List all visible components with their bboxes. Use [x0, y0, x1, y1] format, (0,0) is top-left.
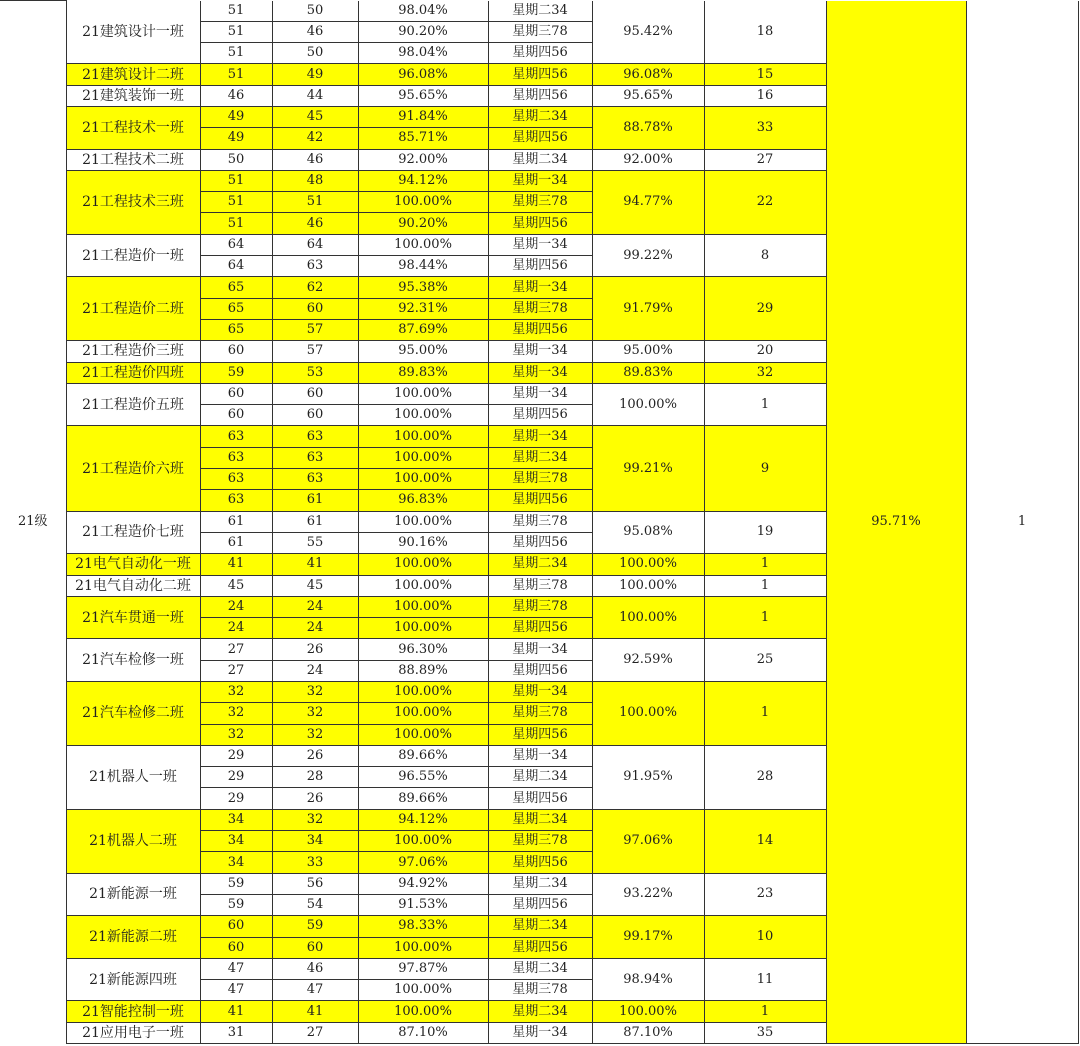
attendance-rate-cell[interactable]: 100.00% — [358, 596, 488, 617]
class-period-cell[interactable]: 星期二34 — [488, 554, 592, 575]
attendance-rate-cell[interactable]: 100.00% — [358, 192, 488, 213]
attendance-rate-cell[interactable]: 91.53% — [358, 894, 488, 915]
total-students-cell[interactable]: 63 — [200, 490, 272, 511]
class-rank-cell[interactable]: 8 — [704, 234, 826, 277]
grade-cell[interactable]: 21级 — [0, 1, 66, 1044]
total-students-cell[interactable]: 24 — [200, 618, 272, 639]
class-name-cell[interactable]: 21新能源一班 — [66, 873, 200, 916]
class-name-cell[interactable]: 21应用电子一班 — [66, 1022, 200, 1043]
class-name-cell[interactable]: 21工程技术三班 — [66, 170, 200, 234]
class-rank-cell[interactable]: 33 — [704, 106, 826, 149]
grade-rank-cell[interactable]: 1 — [966, 1, 1078, 1044]
total-students-cell[interactable]: 63 — [200, 447, 272, 468]
class-rank-cell[interactable]: 1 — [704, 554, 826, 575]
total-students-cell[interactable]: 32 — [200, 724, 272, 745]
table-row — [0, 1, 1078, 22]
class-period-cell[interactable]: 星期四56 — [488, 852, 592, 873]
class-rank-cell[interactable]: 28 — [704, 745, 826, 809]
class-period-cell[interactable]: 星期四56 — [488, 490, 592, 511]
attended-students-cell[interactable]: 60 — [272, 405, 358, 426]
class-average-rate-cell[interactable]: 91.79% — [592, 277, 704, 341]
total-students-cell[interactable]: 63 — [200, 469, 272, 490]
attendance-rate-cell[interactable]: 98.44% — [358, 256, 488, 277]
class-name-cell[interactable]: 21汽车贯通一班 — [66, 596, 200, 639]
attended-students-cell[interactable]: 42 — [272, 128, 358, 149]
class-average-rate-cell[interactable]: 99.21% — [592, 426, 704, 511]
attendance-rate-cell[interactable]: 100.00% — [358, 682, 488, 703]
attendance-rate-cell[interactable]: 98.04% — [358, 1, 488, 22]
class-rank-cell[interactable]: 1 — [704, 682, 826, 746]
class-rank-cell[interactable]: 15 — [704, 64, 826, 85]
attendance-rate-cell[interactable]: 97.06% — [358, 852, 488, 873]
class-period-cell[interactable]: 星期三78 — [488, 511, 592, 532]
total-students-cell[interactable]: 32 — [200, 682, 272, 703]
class-name-cell[interactable]: 21工程造价六班 — [66, 426, 200, 511]
attended-students-cell[interactable]: 44 — [272, 85, 358, 106]
attendance-rate-cell[interactable]: 100.00% — [358, 447, 488, 468]
class-rank-cell[interactable]: 1 — [704, 1001, 826, 1022]
class-name-cell[interactable]: 21工程造价一班 — [66, 234, 200, 277]
class-average-rate-cell[interactable]: 100.00% — [592, 596, 704, 639]
class-period-cell[interactable]: 星期四56 — [488, 405, 592, 426]
attendance-rate-cell[interactable]: 87.69% — [358, 319, 488, 340]
total-students-cell[interactable]: 63 — [200, 426, 272, 447]
class-name-cell[interactable]: 21建筑设计二班 — [66, 64, 200, 85]
attended-students-cell[interactable]: 26 — [272, 788, 358, 809]
total-students-cell[interactable]: 65 — [200, 298, 272, 319]
attendance-rate-cell[interactable]: 100.00% — [358, 383, 488, 404]
total-students-cell[interactable]: 41 — [200, 554, 272, 575]
class-period-cell[interactable]: 星期三78 — [488, 831, 592, 852]
attendance-rate-cell[interactable]: 100.00% — [358, 511, 488, 532]
attendance-rate-cell[interactable]: 98.33% — [358, 916, 488, 937]
attendance-rate-cell[interactable]: 100.00% — [358, 618, 488, 639]
class-period-cell[interactable]: 星期四56 — [488, 660, 592, 681]
class-average-rate-cell[interactable]: 97.06% — [592, 809, 704, 873]
attendance-rate-cell[interactable]: 100.00% — [358, 980, 488, 1001]
attended-students-cell[interactable]: 41 — [272, 1001, 358, 1022]
attendance-rate-cell[interactable]: 89.66% — [358, 745, 488, 766]
attended-students-cell[interactable]: 53 — [272, 362, 358, 383]
class-period-cell[interactable]: 星期四56 — [488, 64, 592, 85]
total-students-cell[interactable]: 29 — [200, 767, 272, 788]
total-students-cell[interactable]: 34 — [200, 831, 272, 852]
total-students-cell[interactable]: 60 — [200, 937, 272, 958]
attended-students-cell[interactable]: 49 — [272, 64, 358, 85]
attendance-rate-cell[interactable]: 100.00% — [358, 724, 488, 745]
total-students-cell[interactable]: 65 — [200, 277, 272, 298]
class-name-cell[interactable]: 21工程技术一班 — [66, 106, 200, 149]
total-students-cell[interactable]: 61 — [200, 532, 272, 553]
attended-students-cell[interactable]: 61 — [272, 490, 358, 511]
total-students-cell[interactable]: 27 — [200, 639, 272, 660]
class-name-cell[interactable]: 21工程造价三班 — [66, 341, 200, 362]
class-period-cell[interactable]: 星期一34 — [488, 383, 592, 404]
class-period-cell[interactable]: 星期三78 — [488, 192, 592, 213]
attended-students-cell[interactable]: 27 — [272, 1022, 358, 1043]
class-period-cell[interactable]: 星期四56 — [488, 85, 592, 106]
total-students-cell[interactable]: 50 — [200, 149, 272, 170]
class-period-cell[interactable]: 星期三78 — [488, 575, 592, 596]
total-students-cell[interactable]: 34 — [200, 809, 272, 830]
attended-students-cell[interactable]: 28 — [272, 767, 358, 788]
class-average-rate-cell[interactable]: 89.83% — [592, 362, 704, 383]
attendance-rate-cell[interactable]: 96.55% — [358, 767, 488, 788]
total-students-cell[interactable]: 60 — [200, 405, 272, 426]
class-rank-cell[interactable]: 19 — [704, 511, 826, 554]
attended-students-cell[interactable]: 46 — [272, 21, 358, 42]
total-students-cell[interactable]: 59 — [200, 873, 272, 894]
class-rank-cell[interactable]: 11 — [704, 958, 826, 1001]
attendance-rate-cell[interactable]: 95.38% — [358, 277, 488, 298]
class-name-cell[interactable]: 21新能源四班 — [66, 958, 200, 1001]
class-average-rate-cell[interactable]: 95.65% — [592, 85, 704, 106]
attended-students-cell[interactable]: 32 — [272, 682, 358, 703]
class-period-cell[interactable]: 星期四56 — [488, 724, 592, 745]
grade-rate-cell[interactable]: 95.71% — [826, 1, 966, 1044]
attendance-rate-cell[interactable]: 92.00% — [358, 149, 488, 170]
total-students-cell[interactable]: 60 — [200, 916, 272, 937]
class-rank-cell[interactable]: 27 — [704, 149, 826, 170]
class-period-cell[interactable]: 星期二34 — [488, 447, 592, 468]
class-rank-cell[interactable]: 22 — [704, 170, 826, 234]
attended-students-cell[interactable]: 51 — [272, 192, 358, 213]
attended-students-cell[interactable]: 26 — [272, 639, 358, 660]
total-students-cell[interactable]: 24 — [200, 596, 272, 617]
attended-students-cell[interactable]: 48 — [272, 170, 358, 191]
class-average-rate-cell[interactable]: 88.78% — [592, 106, 704, 149]
attendance-rate-cell[interactable]: 100.00% — [358, 405, 488, 426]
class-period-cell[interactable]: 星期一34 — [488, 426, 592, 447]
total-students-cell[interactable]: 51 — [200, 213, 272, 234]
class-period-cell[interactable]: 星期一34 — [488, 277, 592, 298]
class-period-cell[interactable]: 星期三78 — [488, 469, 592, 490]
attended-students-cell[interactable]: 54 — [272, 894, 358, 915]
total-students-cell[interactable]: 32 — [200, 703, 272, 724]
attendance-rate-cell[interactable]: 100.00% — [358, 469, 488, 490]
class-average-rate-cell[interactable]: 99.17% — [592, 916, 704, 959]
class-period-cell[interactable]: 星期四56 — [488, 937, 592, 958]
attended-students-cell[interactable]: 32 — [272, 724, 358, 745]
class-period-cell[interactable]: 星期四56 — [488, 532, 592, 553]
total-students-cell[interactable]: 45 — [200, 575, 272, 596]
class-rank-cell[interactable]: 1 — [704, 383, 826, 426]
total-students-cell[interactable]: 51 — [200, 43, 272, 64]
class-rank-cell[interactable]: 10 — [704, 916, 826, 959]
attendance-rate-cell[interactable]: 91.84% — [358, 106, 488, 127]
class-period-cell[interactable]: 星期四56 — [488, 213, 592, 234]
total-students-cell[interactable]: 59 — [200, 894, 272, 915]
attended-students-cell[interactable]: 62 — [272, 277, 358, 298]
class-average-rate-cell[interactable]: 100.00% — [592, 575, 704, 596]
class-rank-cell[interactable]: 25 — [704, 639, 826, 682]
class-average-rate-cell[interactable]: 100.00% — [592, 383, 704, 426]
class-average-rate-cell[interactable]: 93.22% — [592, 873, 704, 916]
class-period-cell[interactable]: 星期二34 — [488, 1001, 592, 1022]
attendance-rate-cell[interactable]: 100.00% — [358, 1001, 488, 1022]
class-name-cell[interactable]: 21建筑装饰一班 — [66, 85, 200, 106]
attendance-rate-cell[interactable]: 97.87% — [358, 958, 488, 979]
attendance-rate-cell[interactable]: 92.31% — [358, 298, 488, 319]
attended-students-cell[interactable]: 60 — [272, 937, 358, 958]
class-name-cell[interactable]: 21汽车检修二班 — [66, 682, 200, 746]
class-average-rate-cell[interactable]: 96.08% — [592, 64, 704, 85]
attendance-rate-cell[interactable]: 94.12% — [358, 809, 488, 830]
class-name-cell[interactable]: 21汽车检修一班 — [66, 639, 200, 682]
class-average-rate-cell[interactable]: 98.94% — [592, 958, 704, 1001]
class-average-rate-cell[interactable]: 91.95% — [592, 745, 704, 809]
class-rank-cell[interactable]: 29 — [704, 277, 826, 341]
class-average-rate-cell[interactable]: 92.00% — [592, 149, 704, 170]
total-students-cell[interactable]: 47 — [200, 980, 272, 1001]
total-students-cell[interactable]: 59 — [200, 362, 272, 383]
class-period-cell[interactable]: 星期二34 — [488, 1, 592, 22]
class-period-cell[interactable]: 星期一34 — [488, 745, 592, 766]
attendance-rate-cell[interactable]: 100.00% — [358, 937, 488, 958]
class-period-cell[interactable]: 星期一34 — [488, 1022, 592, 1043]
attendance-rate-cell[interactable]: 89.83% — [358, 362, 488, 383]
total-students-cell[interactable]: 64 — [200, 256, 272, 277]
attended-students-cell[interactable]: 63 — [272, 447, 358, 468]
class-average-rate-cell[interactable]: 95.00% — [592, 341, 704, 362]
total-students-cell[interactable]: 27 — [200, 660, 272, 681]
class-period-cell[interactable]: 星期二34 — [488, 149, 592, 170]
class-period-cell[interactable]: 星期一34 — [488, 170, 592, 191]
class-period-cell[interactable]: 星期四56 — [488, 256, 592, 277]
attendance-rate-cell[interactable]: 94.92% — [358, 873, 488, 894]
class-period-cell[interactable]: 星期三78 — [488, 21, 592, 42]
class-period-cell[interactable]: 星期二34 — [488, 958, 592, 979]
total-students-cell[interactable]: 51 — [200, 64, 272, 85]
class-average-rate-cell[interactable]: 100.00% — [592, 554, 704, 575]
class-name-cell[interactable]: 21建筑设计一班 — [66, 1, 200, 64]
class-period-cell[interactable]: 星期一34 — [488, 234, 592, 255]
total-students-cell[interactable]: 61 — [200, 511, 272, 532]
class-rank-cell[interactable]: 16 — [704, 85, 826, 106]
attended-students-cell[interactable]: 55 — [272, 532, 358, 553]
attended-students-cell[interactable]: 34 — [272, 831, 358, 852]
class-period-cell[interactable]: 星期三78 — [488, 980, 592, 1001]
attended-students-cell[interactable]: 57 — [272, 319, 358, 340]
attended-students-cell[interactable]: 26 — [272, 745, 358, 766]
class-rank-cell[interactable]: 18 — [704, 1, 826, 64]
class-name-cell[interactable]: 21工程造价五班 — [66, 383, 200, 426]
attended-students-cell[interactable]: 45 — [272, 106, 358, 127]
class-name-cell[interactable]: 21机器人二班 — [66, 809, 200, 873]
attended-students-cell[interactable]: 46 — [272, 213, 358, 234]
attendance-rate-cell[interactable]: 85.71% — [358, 128, 488, 149]
total-students-cell[interactable]: 31 — [200, 1022, 272, 1043]
class-period-cell[interactable]: 星期三78 — [488, 703, 592, 724]
class-period-cell[interactable]: 星期四56 — [488, 128, 592, 149]
attended-students-cell[interactable]: 24 — [272, 618, 358, 639]
class-rank-cell[interactable]: 1 — [704, 596, 826, 639]
attendance-rate-cell[interactable]: 89.66% — [358, 788, 488, 809]
attendance-rate-cell[interactable]: 96.83% — [358, 490, 488, 511]
attended-students-cell[interactable]: 33 — [272, 852, 358, 873]
class-rank-cell[interactable]: 1 — [704, 575, 826, 596]
class-average-rate-cell[interactable]: 94.77% — [592, 170, 704, 234]
total-students-cell[interactable]: 51 — [200, 170, 272, 191]
attended-students-cell[interactable]: 63 — [272, 256, 358, 277]
class-period-cell[interactable]: 星期四56 — [488, 319, 592, 340]
total-students-cell[interactable]: 51 — [200, 192, 272, 213]
class-period-cell[interactable]: 星期一34 — [488, 682, 592, 703]
class-average-rate-cell[interactable]: 100.00% — [592, 1001, 704, 1022]
attendance-rate-cell[interactable]: 90.16% — [358, 532, 488, 553]
class-average-rate-cell[interactable]: 95.08% — [592, 511, 704, 554]
attendance-rate-cell[interactable]: 100.00% — [358, 426, 488, 447]
total-students-cell[interactable]: 60 — [200, 341, 272, 362]
attended-students-cell[interactable]: 64 — [272, 234, 358, 255]
total-students-cell[interactable]: 29 — [200, 745, 272, 766]
attended-students-cell[interactable]: 47 — [272, 980, 358, 1001]
class-average-rate-cell[interactable]: 99.22% — [592, 234, 704, 277]
attendance-rate-cell[interactable]: 95.65% — [358, 85, 488, 106]
class-period-cell[interactable]: 星期二34 — [488, 809, 592, 830]
class-period-cell[interactable]: 星期二34 — [488, 873, 592, 894]
class-average-rate-cell[interactable]: 100.00% — [592, 682, 704, 746]
total-students-cell[interactable]: 46 — [200, 85, 272, 106]
attended-students-cell[interactable]: 32 — [272, 809, 358, 830]
class-period-cell[interactable]: 星期一34 — [488, 341, 592, 362]
attended-students-cell[interactable]: 24 — [272, 596, 358, 617]
class-average-rate-cell[interactable]: 92.59% — [592, 639, 704, 682]
class-rank-cell[interactable]: 23 — [704, 873, 826, 916]
attended-students-cell[interactable]: 60 — [272, 298, 358, 319]
attendance-rate-cell[interactable]: 96.08% — [358, 64, 488, 85]
attendance-rate-cell[interactable]: 95.00% — [358, 341, 488, 362]
class-period-cell[interactable]: 星期四56 — [488, 618, 592, 639]
attended-students-cell[interactable]: 46 — [272, 958, 358, 979]
attended-students-cell[interactable]: 41 — [272, 554, 358, 575]
class-name-cell[interactable]: 21智能控制一班 — [66, 1001, 200, 1022]
attendance-rate-cell[interactable]: 100.00% — [358, 575, 488, 596]
attended-students-cell[interactable]: 50 — [272, 43, 358, 64]
total-students-cell[interactable]: 60 — [200, 383, 272, 404]
attendance-rate-cell[interactable]: 87.10% — [358, 1022, 488, 1043]
attended-students-cell[interactable]: 50 — [272, 1, 358, 22]
class-name-cell[interactable]: 21工程造价二班 — [66, 277, 200, 341]
class-period-cell[interactable]: 星期四56 — [488, 894, 592, 915]
attended-students-cell[interactable]: 56 — [272, 873, 358, 894]
total-students-cell[interactable]: 29 — [200, 788, 272, 809]
total-students-cell[interactable]: 49 — [200, 106, 272, 127]
class-average-rate-cell[interactable]: 95.42% — [592, 1, 704, 64]
attended-students-cell[interactable]: 59 — [272, 916, 358, 937]
attendance-rate-cell[interactable]: 88.89% — [358, 660, 488, 681]
class-average-rate-cell[interactable]: 87.10% — [592, 1022, 704, 1043]
attended-students-cell[interactable]: 63 — [272, 426, 358, 447]
total-students-cell[interactable]: 51 — [200, 1, 272, 22]
total-students-cell[interactable]: 41 — [200, 1001, 272, 1022]
attendance-rate-cell[interactable]: 94.12% — [358, 170, 488, 191]
class-period-cell[interactable]: 星期一34 — [488, 362, 592, 383]
attended-students-cell[interactable]: 45 — [272, 575, 358, 596]
attendance-rate-cell[interactable]: 100.00% — [358, 703, 488, 724]
class-name-cell[interactable]: 21工程造价七班 — [66, 511, 200, 554]
attended-students-cell[interactable]: 32 — [272, 703, 358, 724]
total-students-cell[interactable]: 64 — [200, 234, 272, 255]
class-period-cell[interactable]: 星期三78 — [488, 298, 592, 319]
attendance-rate-cell[interactable]: 100.00% — [358, 234, 488, 255]
class-period-cell[interactable]: 星期四56 — [488, 788, 592, 809]
attendance-rate-cell[interactable]: 90.20% — [358, 213, 488, 234]
class-period-cell[interactable]: 星期四56 — [488, 43, 592, 64]
class-rank-cell[interactable]: 35 — [704, 1022, 826, 1043]
class-period-cell[interactable]: 星期二34 — [488, 106, 592, 127]
total-students-cell[interactable]: 65 — [200, 319, 272, 340]
attended-students-cell[interactable]: 61 — [272, 511, 358, 532]
class-name-cell[interactable]: 21新能源二班 — [66, 916, 200, 959]
attended-students-cell[interactable]: 60 — [272, 383, 358, 404]
total-students-cell[interactable]: 49 — [200, 128, 272, 149]
attendance-table-body — [0, 1, 1078, 1044]
attended-students-cell[interactable]: 63 — [272, 469, 358, 490]
class-period-cell[interactable]: 星期一34 — [488, 639, 592, 660]
class-name-cell[interactable]: 21电气自动化二班 — [66, 575, 200, 596]
attendance-rate-cell[interactable]: 98.04% — [358, 43, 488, 64]
total-students-cell[interactable]: 51 — [200, 21, 272, 42]
attendance-rate-cell[interactable]: 90.20% — [358, 21, 488, 42]
class-period-cell[interactable]: 星期二34 — [488, 767, 592, 788]
class-name-cell[interactable]: 21机器人一班 — [66, 745, 200, 809]
class-rank-cell[interactable]: 9 — [704, 426, 826, 511]
class-period-cell[interactable]: 星期二34 — [488, 916, 592, 937]
total-students-cell[interactable]: 34 — [200, 852, 272, 873]
attended-students-cell[interactable]: 24 — [272, 660, 358, 681]
attended-students-cell[interactable]: 46 — [272, 149, 358, 170]
class-rank-cell[interactable]: 14 — [704, 809, 826, 873]
class-rank-cell[interactable]: 20 — [704, 341, 826, 362]
class-name-cell[interactable]: 21电气自动化一班 — [66, 554, 200, 575]
class-rank-cell[interactable]: 32 — [704, 362, 826, 383]
attendance-rate-cell[interactable]: 100.00% — [358, 831, 488, 852]
class-name-cell[interactable]: 21工程技术二班 — [66, 149, 200, 170]
attendance-rate-cell[interactable]: 100.00% — [358, 554, 488, 575]
class-name-cell[interactable]: 21工程造价四班 — [66, 362, 200, 383]
attended-students-cell[interactable]: 57 — [272, 341, 358, 362]
attendance-rate-cell[interactable]: 96.30% — [358, 639, 488, 660]
total-students-cell[interactable]: 47 — [200, 958, 272, 979]
class-period-cell[interactable]: 星期三78 — [488, 596, 592, 617]
